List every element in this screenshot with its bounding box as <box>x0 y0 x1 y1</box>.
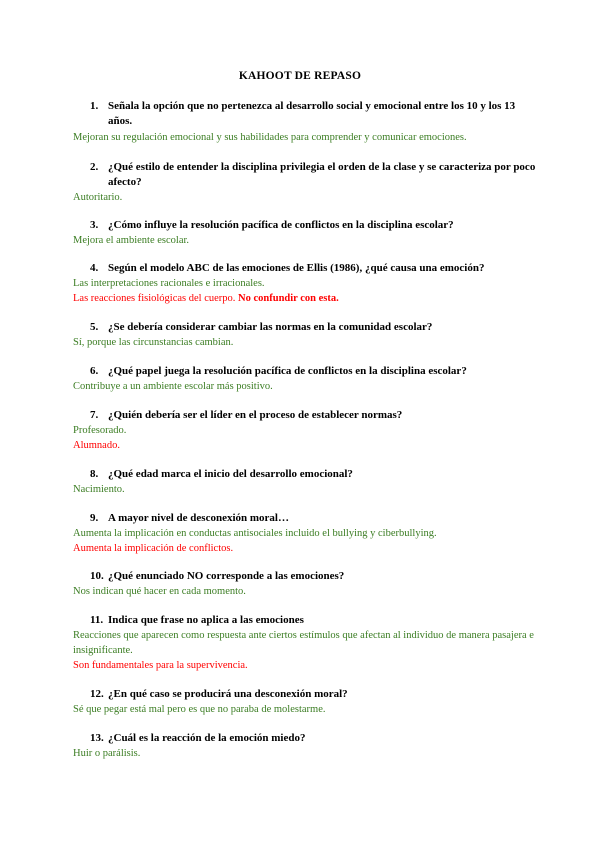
question-1 <box>90 99 538 129</box>
question-text: ¿Cómo influye la resolución pacífica de conflictos en la disciplina escolar? <box>108 219 454 231</box>
question-number: 1. <box>90 100 99 112</box>
question-9 <box>90 511 538 526</box>
question-number: 12. <box>90 688 104 700</box>
answer-correct: Las interpretaciones racionales e irracionales. <box>73 278 265 289</box>
question-text: ¿En qué caso se producirá una desconexión moral? <box>108 688 348 700</box>
question-number: 2. <box>90 161 99 173</box>
answer-wrong: Son fundamentales para la supervivencia. <box>73 660 248 671</box>
question-number: 9. <box>90 512 99 524</box>
question-number: 5. <box>90 321 99 333</box>
question-text: ¿Quién debería ser el líder en el proceso de establecer normas? <box>108 409 403 421</box>
answer-correct: Reacciones que aparecen como respuesta ante ciertos estímulos que afectan al individuo de manera pasajera e insignificante. <box>73 630 534 656</box>
question-6 <box>90 364 538 379</box>
question-text: Según el modelo ABC de las emociones de Ellis (1986), ¿qué causa una emoción? <box>108 262 485 274</box>
question-text: ¿Se debería considerar cambiar las normas en la comunidad escolar? <box>108 321 433 333</box>
answer-correct: Autoritario. <box>73 192 123 203</box>
question-number: 11. <box>90 614 104 626</box>
answer-correct: Profesorado. <box>73 425 127 436</box>
answer-correct: Contribuye a un ambiente escolar más positivo. <box>73 381 273 392</box>
question-number: 8. <box>90 468 99 480</box>
question-text: Señala la opción que no pertenezca al desarrollo social y emocional entre los 10 y los 13 años. <box>108 100 516 127</box>
question-number: 7. <box>90 409 99 421</box>
answer-correct: Huir o parálisis. <box>73 748 141 759</box>
question-number: 6. <box>90 365 99 377</box>
answer-correct: Aumenta la implicación en conductas antisociales incluido el bullying y ciberbullying. <box>73 528 437 539</box>
answer-correct: Mejoran su regulación emocional y sus habilidades para comprender y comunicar emociones. <box>73 132 467 143</box>
question-text: ¿Qué papel juega la resolución pacífica de conflictos en la disciplina escolar? <box>108 365 467 377</box>
question-8 <box>90 467 538 482</box>
question-number: 13. <box>90 732 104 744</box>
answer-wrong: Alumnado. <box>73 440 120 451</box>
question-number: 4. <box>90 262 99 274</box>
answer-correct: Mejora el ambiente escolar. <box>73 235 190 246</box>
question-text: ¿Cuál es la reacción de la emoción miedo? <box>108 732 306 744</box>
question-2 <box>90 160 538 190</box>
question-11 <box>90 613 538 628</box>
question-text: ¿Qué edad marca el inicio del desarrollo emocional? <box>108 468 353 480</box>
answer-wrong <box>73 291 538 306</box>
question-text: A mayor nivel de desconexión moral… <box>108 512 289 524</box>
document-title: KAHOOT DE REPASO <box>238 70 362 82</box>
question-12 <box>90 687 538 702</box>
answer-correct: Sí, porque las circunstancias cambian. <box>73 337 234 348</box>
question-number: 10. <box>90 570 104 582</box>
answer-correct: Nos indican qué hacer en cada momento. <box>73 586 246 597</box>
question-text: ¿Qué enunciado NO corresponde a las emociones? <box>108 570 345 582</box>
question-3 <box>90 218 538 233</box>
answer-wrong: Aumenta la implicación de conflictos. <box>73 543 234 554</box>
answer-correct: Sé que pegar está mal pero es que no paraba de molestarme. <box>73 704 326 715</box>
question-13 <box>90 731 538 746</box>
question-7 <box>90 408 538 423</box>
answer-text: Las reacciones fisiológicas del cuerpo. <box>73 293 236 304</box>
question-text: Indica que frase no aplica a las emociones <box>108 614 304 626</box>
question-text: ¿Qué estilo de entender la disciplina privilegia el orden de la clase y se caracteriza por poco afecto? <box>108 161 536 188</box>
answer-correct: Nacimiento. <box>73 484 125 495</box>
question-number: 3. <box>90 219 99 231</box>
question-4 <box>90 261 538 276</box>
question-10 <box>90 569 538 584</box>
answer-note: No confundir con esta. <box>238 293 339 304</box>
question-5 <box>90 320 538 335</box>
